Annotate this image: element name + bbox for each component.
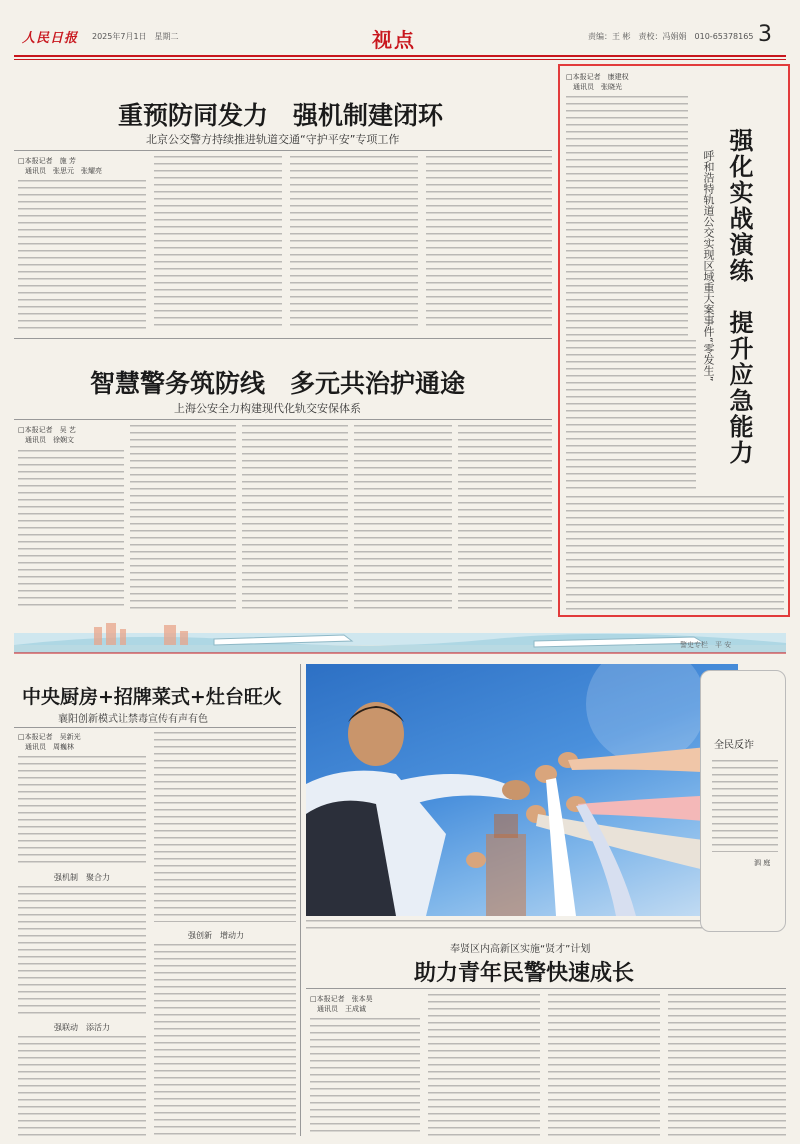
article-xiangyang-byline: □本报记者 吴新光 通讯员 周巍林 bbox=[18, 733, 81, 751]
article-shanghai-col-3 bbox=[242, 425, 348, 610]
section-title: 视点 bbox=[372, 28, 416, 52]
photo-caption-lines bbox=[306, 918, 738, 932]
article-xiangyang-headline: 中央厨房+招牌菜式+灶台旺火 bbox=[22, 686, 282, 708]
article-hohhot-col-3 bbox=[566, 496, 784, 611]
band-label: 警史专栏 平 安 bbox=[680, 641, 732, 649]
masthead bbox=[0, 0, 800, 58]
article-xiangyang-col-1c bbox=[18, 1036, 146, 1136]
section-divider-1 bbox=[14, 338, 552, 339]
article-fengxian-rule bbox=[306, 988, 786, 989]
article-hohhot-headline: 强化实战演练 提升应急能力 bbox=[725, 128, 754, 466]
article-hohhot-col-1 bbox=[566, 96, 688, 336]
article-shanghai-col-1 bbox=[18, 450, 124, 610]
decorative-skyline-band bbox=[14, 619, 786, 659]
article-beijing-rule bbox=[14, 150, 552, 151]
article-hohhot-byline: □本报记者 康建权 通讯员 张晓光 bbox=[566, 73, 629, 91]
anti-fraud-sidebox-text bbox=[712, 760, 778, 852]
article-beijing-headline: 重预防同发力 强机制建闭环 bbox=[118, 101, 444, 130]
article-xiangyang-section-3: 强创新 增动力 bbox=[188, 931, 244, 940]
news-photo-police-high-five bbox=[306, 664, 738, 916]
article-shanghai-byline: □本报记者 吴 艺 通讯员 徐娴文 bbox=[18, 426, 76, 444]
article-beijing-col-2 bbox=[154, 156, 282, 330]
article-fengxian-headline: 助力青年民警快速成长 bbox=[414, 960, 635, 986]
article-beijing-byline: □本报记者 施 芳 通讯员 张思元 张耀亮 bbox=[18, 157, 102, 175]
article-shanghai-col-5 bbox=[458, 425, 552, 610]
newspaper-logo: 人民日报 bbox=[22, 31, 79, 46]
article-hohhot-col-2 bbox=[566, 340, 696, 490]
photo-caption-text bbox=[306, 920, 738, 930]
article-beijing-col-4 bbox=[426, 156, 552, 330]
article-fengxian-col-2 bbox=[428, 994, 540, 1136]
article-beijing-col-1 bbox=[18, 180, 146, 330]
article-xiangyang-subheadline: 襄阳创新模式让禁毒宣传有声有色 bbox=[58, 714, 208, 725]
article-xiangyang-col-2a bbox=[154, 732, 296, 922]
editor-credits: 责编：王 彬 责校：冯娟娟 010-65378165 bbox=[588, 32, 754, 41]
article-xiangyang-col-1b bbox=[18, 886, 146, 1016]
photo-illustration bbox=[306, 664, 738, 916]
article-fengxian-col-1 bbox=[310, 1018, 420, 1136]
page-number: 3 bbox=[758, 22, 772, 47]
anti-fraud-sidebox-title: 全民反诈 bbox=[714, 740, 754, 751]
article-xiangyang-rule bbox=[14, 727, 296, 728]
article-xiangyang-col-2b bbox=[154, 944, 296, 1136]
masthead-rule-thin bbox=[14, 59, 786, 60]
article-shanghai-col-4 bbox=[354, 425, 452, 610]
lower-column-divider bbox=[300, 664, 301, 1136]
issue-date: 2025年7月1日 星期二 bbox=[92, 32, 179, 41]
article-shanghai-rule bbox=[14, 419, 552, 420]
anti-fraud-sidebox-signature: 泗 庭 bbox=[754, 859, 771, 867]
article-xiangyang-section-1: 强机制 聚合力 bbox=[54, 873, 110, 882]
article-shanghai-col-2 bbox=[130, 425, 236, 610]
article-fengxian-byline: □本报记者 张本昊 通讯员 王成诚 bbox=[310, 995, 373, 1013]
article-fengxian-kicker: 奉贤区内高新区实施“贤才”计划 bbox=[450, 944, 591, 955]
article-shanghai-headline: 智慧警务筑防线 多元共治护通途 bbox=[90, 369, 466, 398]
article-beijing-subheadline: 北京公交警方持续推进轨道交通“守护平安”专项工作 bbox=[146, 133, 400, 146]
article-xiangyang-col-1a bbox=[18, 756, 146, 868]
article-fengxian-col-3 bbox=[548, 994, 660, 1136]
article-xiangyang-section-2: 强联动 添活力 bbox=[54, 1023, 110, 1032]
article-beijing-col-3 bbox=[290, 156, 418, 330]
article-fengxian-col-4 bbox=[668, 994, 786, 1136]
masthead-rule bbox=[14, 55, 786, 57]
article-hohhot-subheadline: 呼和浩特轨道公交实现区域重大案事件“零发生” bbox=[702, 150, 715, 382]
article-shanghai-subheadline: 上海公安全力构建现代化轨交安保体系 bbox=[174, 402, 361, 415]
